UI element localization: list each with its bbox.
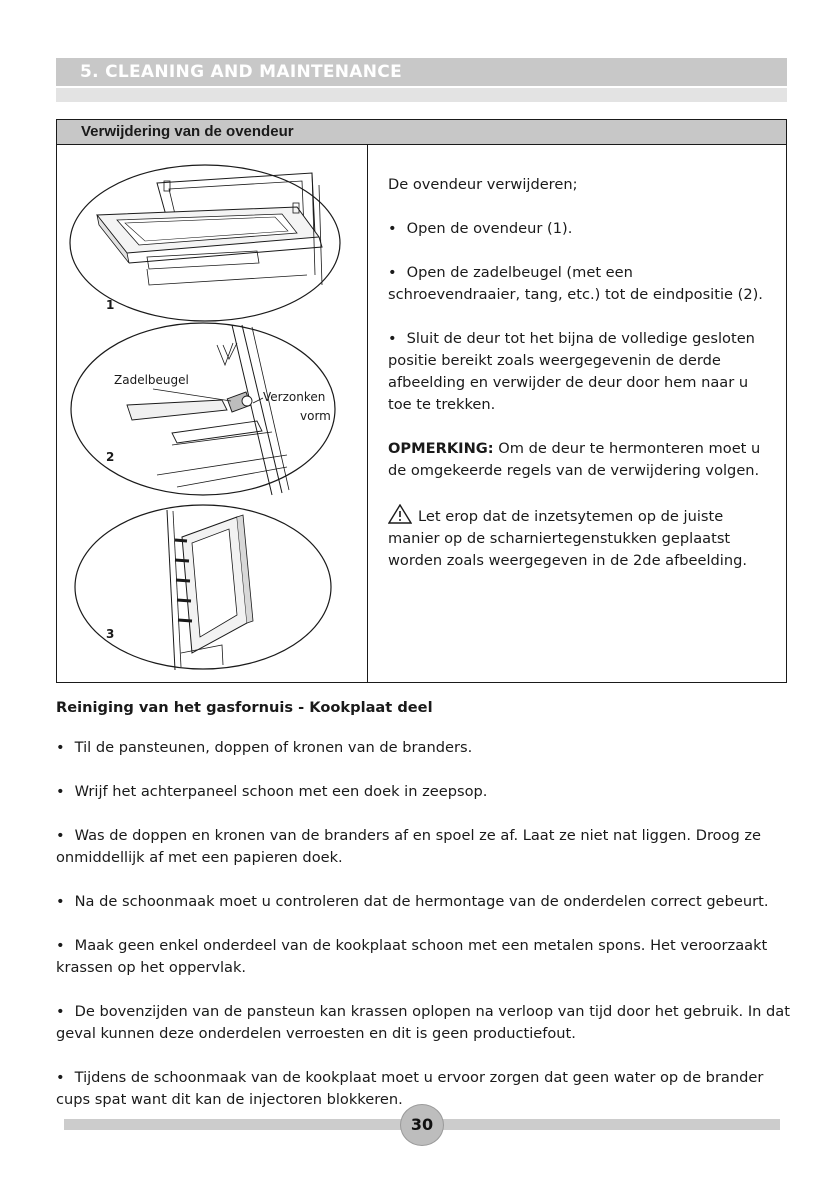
label-verzonken: Verzonken — [263, 390, 326, 404]
cleaning-item-text: Was de doppen en kronen van de branders af en spoel ze af. Laat ze niet nat liggen. Droog ze onmiddellijk af met een papieren doek. — [56, 827, 762, 866]
bullet: • — [388, 264, 397, 281]
instruction-step-2 — [388, 262, 768, 306]
section-header-underbar — [56, 88, 787, 102]
figure-3-door-near-closed — [75, 505, 331, 670]
instruction-step-2-text: Open de zadelbeugel (met een schroevendraaier, tang, etc.) tot de eindpositie (2). — [388, 264, 763, 303]
bullet: • — [56, 827, 65, 844]
figure-1-number: 1 — [106, 298, 115, 312]
warning-text: Let erop dat de inzetsytemen op de juiste manier op de scharniertegenstukken geplaatst worden zoals weergegeven in de 2de afbeelding. — [388, 508, 748, 569]
door-removal-box — [56, 119, 787, 683]
bullet: • — [56, 739, 65, 756]
cleaning-item — [56, 781, 791, 803]
door-removal-title: Verwijdering van de ovendeur — [81, 123, 294, 140]
door-removal-header — [57, 120, 786, 145]
door-removal-instructions — [388, 174, 768, 572]
label-zadelbeugel: Zadelbeugel — [114, 373, 189, 387]
door-removal-illustrations — [57, 145, 367, 682]
cleaning-item — [56, 737, 791, 759]
bullet: • — [56, 1069, 65, 1086]
section-header-bar — [56, 58, 787, 86]
cleaning-item — [56, 891, 791, 913]
cleaning-item — [56, 1001, 791, 1045]
instruction-step-3 — [388, 328, 768, 416]
note-text: Om de deur te hermonteren moet u de omgekeerde regels van de verwijdering volgen. — [388, 440, 761, 479]
page-number: 30 — [400, 1104, 444, 1146]
cleaning-item-text: Wrijf het achterpaneel schoon met een doek in zeepsop. — [74, 783, 488, 800]
box-column-divider — [367, 145, 368, 682]
hob-cleaning-section — [56, 697, 791, 1133]
label-vorm: vorm — [300, 409, 331, 423]
cleaning-item-text: Maak geen enkel onderdeel van de kookplaat schoon met een metalen spons. Het veroorzaakt krassen op het oppervlak. — [56, 937, 768, 976]
cleaning-item-text: Til de pansteunen, doppen of kronen van de branders. — [74, 739, 473, 756]
instructions-intro: De ovendeur verwijderen; — [388, 176, 578, 193]
note-label: OPMERKING: — [388, 440, 494, 457]
instruction-step-3-text: Sluit de deur tot het bijna de volledige gesloten positie bereikt zoals weergegevenin de derde afbeelding en verwijder de deur door hem naar u toe te trekken. — [388, 330, 755, 413]
bullet: • — [56, 783, 65, 800]
instruction-step-1 — [388, 218, 768, 240]
bullet: • — [56, 1003, 65, 1020]
cleaning-item — [56, 935, 791, 979]
bullet: • — [388, 220, 397, 237]
hinge-warning — [388, 504, 768, 572]
figure-1-open-door — [70, 165, 340, 321]
bullet: • — [388, 330, 397, 347]
figure-3-number: 3 — [106, 627, 115, 641]
warning-triangle-icon — [388, 504, 412, 524]
bullet: • — [56, 893, 65, 910]
hob-cleaning-heading: Reiniging van het gasfornuis - Kookplaat deel — [56, 699, 433, 716]
figure-2-number: 2 — [106, 450, 115, 464]
instruction-step-1-text: Open de ovendeur (1). — [406, 220, 573, 237]
cleaning-item — [56, 825, 791, 869]
cleaning-item-text: De bovenzijden van de pansteun kan krassen oplopen na verloop van tijd door het gebruik. In dat geval kunnen deze onderdelen verroesten en dit is geen productiefout. — [56, 1003, 790, 1042]
bullet: • — [56, 937, 65, 954]
reassembly-note — [388, 438, 768, 482]
cleaning-item-text: Tijdens de schoonmaak van de kookplaat moet u ervoor zorgen dat geen water op de brander cups spat want dit kan de injectoren blokkeren. — [56, 1069, 764, 1108]
section-title: 5. CLEANING AND MAINTENANCE — [80, 62, 402, 82]
figure-2-hinge-bracket — [71, 323, 335, 495]
cleaning-item-text: Na de schoonmaak moet u controleren dat de hermontage van de onderdelen correct gebeurt. — [74, 893, 769, 910]
